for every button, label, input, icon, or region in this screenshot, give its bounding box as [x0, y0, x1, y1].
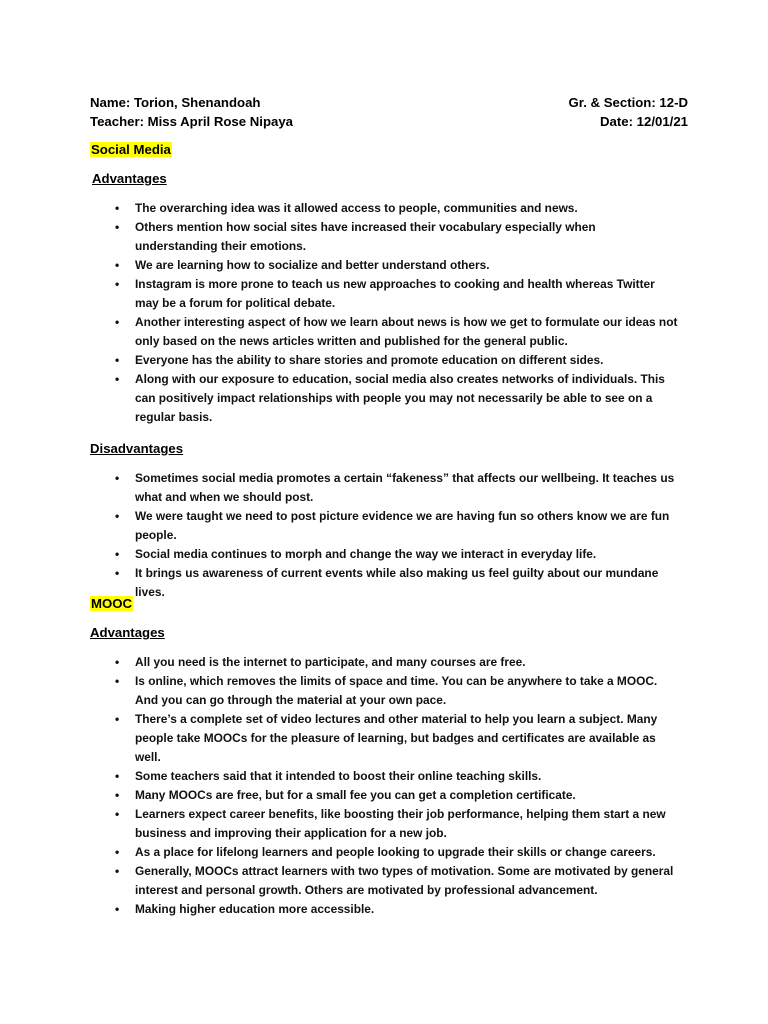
bullet-icon: •: [115, 674, 120, 688]
list-item: [115, 805, 680, 843]
list-item-text: Making higher education more accessible.: [135, 902, 375, 916]
list-item-text: The overarching idea was it allowed access to people, communities and news.: [135, 201, 578, 215]
list-item: [115, 786, 680, 805]
list-item: [115, 843, 680, 862]
list-item: [115, 672, 680, 710]
grade-section: Gr. & Section: 12-D: [568, 95, 688, 110]
list-item: [115, 900, 680, 919]
list-item: [115, 275, 680, 313]
bullet-icon: •: [115, 258, 120, 272]
list-item-text: Another interesting aspect of how we learn about news is how we get to formulate our ideas not only based on the news articles written and published for the general public.: [135, 315, 678, 348]
bullet-icon: •: [115, 769, 120, 783]
list-item: [115, 767, 680, 786]
bullet-icon: •: [115, 547, 120, 561]
list-item: [115, 507, 680, 545]
list-item-text: Many MOOCs are free, but for a small fee you can get a completion certificate.: [135, 788, 576, 802]
list-item: [115, 313, 680, 351]
list-item-text: We were taught we need to post picture evidence we are having fun so others know we are fun people.: [135, 509, 670, 542]
list-item-text: We are learning how to socialize and better understand others.: [135, 258, 490, 272]
list-item-text: Along with our exposure to education, social media also creates networks of individuals. This can positively impact relationships with people you may not necessarily be able to see on a regular basis.: [135, 372, 665, 424]
bullet-icon: •: [115, 712, 120, 726]
bullet-icon: •: [115, 566, 120, 580]
list-item: [115, 370, 680, 427]
bullet-icon: •: [115, 220, 120, 234]
social-media-title: Social Media: [91, 142, 171, 157]
list-item: [115, 469, 680, 507]
student-name: Name: Torion, Shenandoah: [90, 95, 261, 110]
list-item-text: Some teachers said that it intended to boost their online teaching skills.: [135, 769, 542, 783]
list-item: [115, 256, 680, 275]
list-item: [115, 218, 680, 256]
list-item: [115, 862, 680, 900]
list-item-text: Is online, which removes the limits of space and time. You can be anywhere to take a MOOC. And you can go through the material at your own pace.: [135, 674, 658, 707]
bullet-icon: •: [115, 277, 120, 291]
bullet-icon: •: [115, 788, 120, 802]
mooc-title: MOOC: [91, 596, 133, 611]
list-item-text: Everyone has the ability to share stories and promote education on different sides.: [135, 353, 604, 367]
list-item-text: Sometimes social media promotes a certain “fakeness” that affects our wellbeing. It teaches us what and when we should post.: [135, 471, 675, 504]
list-item: [115, 653, 680, 672]
social-media-disadvantages-heading: Disadvantages: [90, 441, 184, 456]
bullet-icon: •: [115, 807, 120, 821]
bullet-icon: •: [115, 902, 120, 916]
list-item-text: As a place for lifelong learners and people looking to upgrade their skills or change careers.: [135, 845, 656, 859]
bullet-icon: •: [115, 315, 120, 329]
list-item: [115, 564, 680, 602]
bullet-icon: •: [115, 509, 120, 523]
list-item-text: Instagram is more prone to teach us new approaches to cooking and health whereas Twitter may be a forum for political debate.: [135, 277, 655, 310]
list-item-text: Social media continues to morph and change the way we interact in everyday life.: [135, 547, 597, 561]
list-item: [115, 545, 680, 564]
social-media-disadvantages-list: [0, 469, 768, 602]
list-item-text: All you need is the internet to participate, and many courses are free.: [135, 655, 526, 669]
teacher-name: Teacher: Miss April Rose Nipaya: [90, 114, 294, 129]
list-item-text: Generally, MOOCs attract learners with two types of motivation. Some are motivated by general interest and personal growth. Others are motivated by professional advancement.: [135, 864, 674, 897]
list-item-text: There’s a complete set of video lectures and other material to help you learn a subject. Many people take MOOCs for the pleasure of learning, but badges and certificates are available as well.: [135, 712, 658, 764]
mooc-advantages-list: [0, 653, 768, 919]
list-item-text: Learners expect career benefits, like boosting their job performance, helping them start a new business and improving their application for a new job.: [135, 807, 666, 840]
list-item: [115, 710, 680, 767]
bullet-icon: •: [115, 372, 120, 386]
list-item: [115, 351, 680, 370]
list-item-text: Others mention how social sites have increased their vocabulary especially when understanding their emotions.: [135, 220, 596, 253]
section-title-social-media: [90, 141, 172, 159]
bullet-icon: •: [115, 655, 120, 669]
social-media-advantages-heading: Advantages: [92, 171, 167, 186]
section-title-mooc: [90, 595, 133, 613]
bullet-icon: •: [115, 201, 120, 215]
bullet-icon: •: [115, 353, 120, 367]
date: Date: 12/01/21: [600, 114, 688, 129]
mooc-advantages-heading: Advantages: [90, 625, 165, 640]
bullet-icon: •: [115, 845, 120, 859]
bullet-icon: •: [115, 864, 120, 878]
list-item: [115, 199, 680, 218]
social-media-advantages-list: [0, 199, 768, 427]
list-item-text: It brings us awareness of current events while also making us feel guilty about our mundane lives.: [135, 566, 659, 599]
bullet-icon: •: [115, 471, 120, 485]
